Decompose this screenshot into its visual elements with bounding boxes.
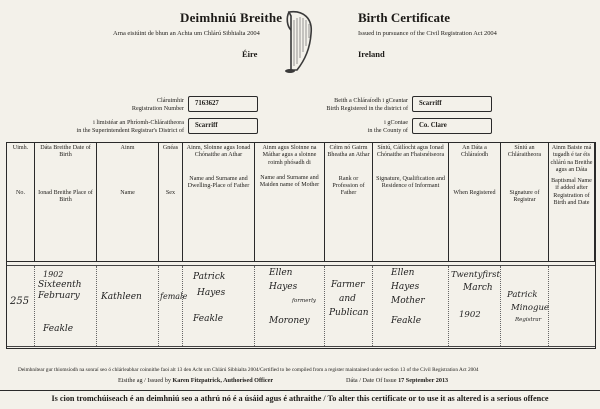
country-english: Ireland [358,49,385,59]
entry-father-rank-line-3: Publican [329,308,369,318]
entry-registered-day: Twentyfirst [451,270,500,280]
column-header-registrar: Síniú an Chláraitheora Signature of Registrar [501,143,549,261]
superintendent-district-box [188,118,258,134]
entry-place-of-birth: Feakle [43,324,74,334]
harp-emblem-icon [283,8,317,74]
title-english: Birth Certificate [358,10,451,25]
entry-registered-month: March [463,283,493,293]
entry-date-of-birth: Sixteenth February [38,280,82,301]
registration-number: 7163627 [195,100,219,107]
entry-father-place: Feakle [193,314,224,324]
county-box [412,118,492,134]
column-header-informant: Síniú, Cáilíocht agus Ionad Chónaithe an Fhaisnéiseora Signature, Qualification and Residence of Informant [373,143,449,261]
entry-registered-year: 1902 [459,310,481,320]
column-header-father-rank: Céim nó Gairm Bheatha an Athar Rank or Profession of Father [325,143,373,261]
entry-informant-residence: Feakle [391,316,422,326]
entry-registrar-title: Registrar [515,317,542,323]
column-header-sex: Gnéas Sex [159,143,183,261]
entry-mother-formerly: formerly [292,298,316,304]
entry-informant-qualification: Mother [391,296,425,306]
entry-mother-maiden-name: Moroney [269,316,310,326]
registration-number-label: Cláruimhir Registration Number [131,97,184,112]
column-header-number: Uimh. No. [7,143,35,261]
column-header-father: Ainm, Sloinne agus Ionad Chónaithe an Athar Name and Surname and Dwelling-Place of Father [183,143,255,261]
superintendent-district-label: i limistéar an Phríomh-Chláraitheora in the Superintendent Registrar's District of [76,119,184,134]
column-header-baptismal-name: Ainm Baiste má tugadh é tar éis chlárú na Breithe agus an Dáta Baptismal Name if added after Registration of Birth and Date [549,143,595,261]
title-irish: Deimhniú Breithe [180,10,283,25]
column-header-name: Ainm Name [97,143,159,261]
entry-mother-first-name: Ellen [269,268,293,278]
county-label: i gContae in the County of [367,119,408,134]
entry-sex: female [160,292,188,301]
entry-father-surname: Hayes [197,288,226,298]
entry-informant-first-name: Ellen [391,268,415,278]
entry-informant-surname: Hayes [391,282,420,292]
column-header-when-registered: An Dáta a Chláraíodh When Registered [449,143,501,261]
certification-statement: Deimhnítear gur thiomsíodh na sonraí seo ó chlárleabhar coinnithe faoi alt 13 den Acht um Chlárú Sibhialta 2004/Certified to be compiled from a register maintained under section 13 of the Civil Registration Act 2004 [18,367,479,373]
column-header-mother: Ainm agus Sloinne na Máthar agus a sloinne roimh phósadh di Name and Surname and Maiden name of Mother [255,143,325,261]
entry-number: 255 [10,296,30,307]
register-table [6,142,596,349]
superintendent-district: Scarriff [195,122,218,129]
entry-father-rank-line-1: Farmer [331,280,365,290]
entry-registrar-surname: Minogue [511,303,549,313]
country-irish: Éire [242,49,258,59]
birth-district-box [412,96,492,112]
birth-district: Scarriff [419,100,442,107]
entry-registrar-first-name: Patrick [507,290,538,300]
register-entry-row [7,265,595,347]
subtitle-english: Issued in pursuance of the Civil Registration Act 2004 [358,30,497,37]
header-divider [7,261,595,262]
issued-by: Eisithe ag / Issued by Karen Fitzpatrick, Authorised Officer [118,377,274,384]
column-header-date-of-birth: Dáta Breithe Date of Birth Ionad Breithe Place of Birth [35,143,97,261]
entry-year: 1902 [43,270,64,279]
entry-father-first-name: Patrick [193,272,226,282]
subtitle-irish: Arna eisiúint de bhun an Achta um Chlárú Sibhialta 2004 [113,30,260,37]
birth-district-label: Beith a Chláraíodh i gCeantar Birth Registered in the district of [326,97,408,112]
county: Co. Clare [419,122,447,129]
entry-mother-surname: Hayes [269,282,298,292]
entry-father-rank-line-2: and [339,294,356,304]
entry-child-name: Kathleen [101,292,142,302]
date-of-issue: Dáta / Date Of Issue 17 September 2013 [346,377,449,384]
alteration-warning: Is cion tromchúiseach é an deimhniú seo a athrú nó é a úsáid agus é athraithe / To alter this certificate or to use it as altered is a serious offence [0,390,600,403]
